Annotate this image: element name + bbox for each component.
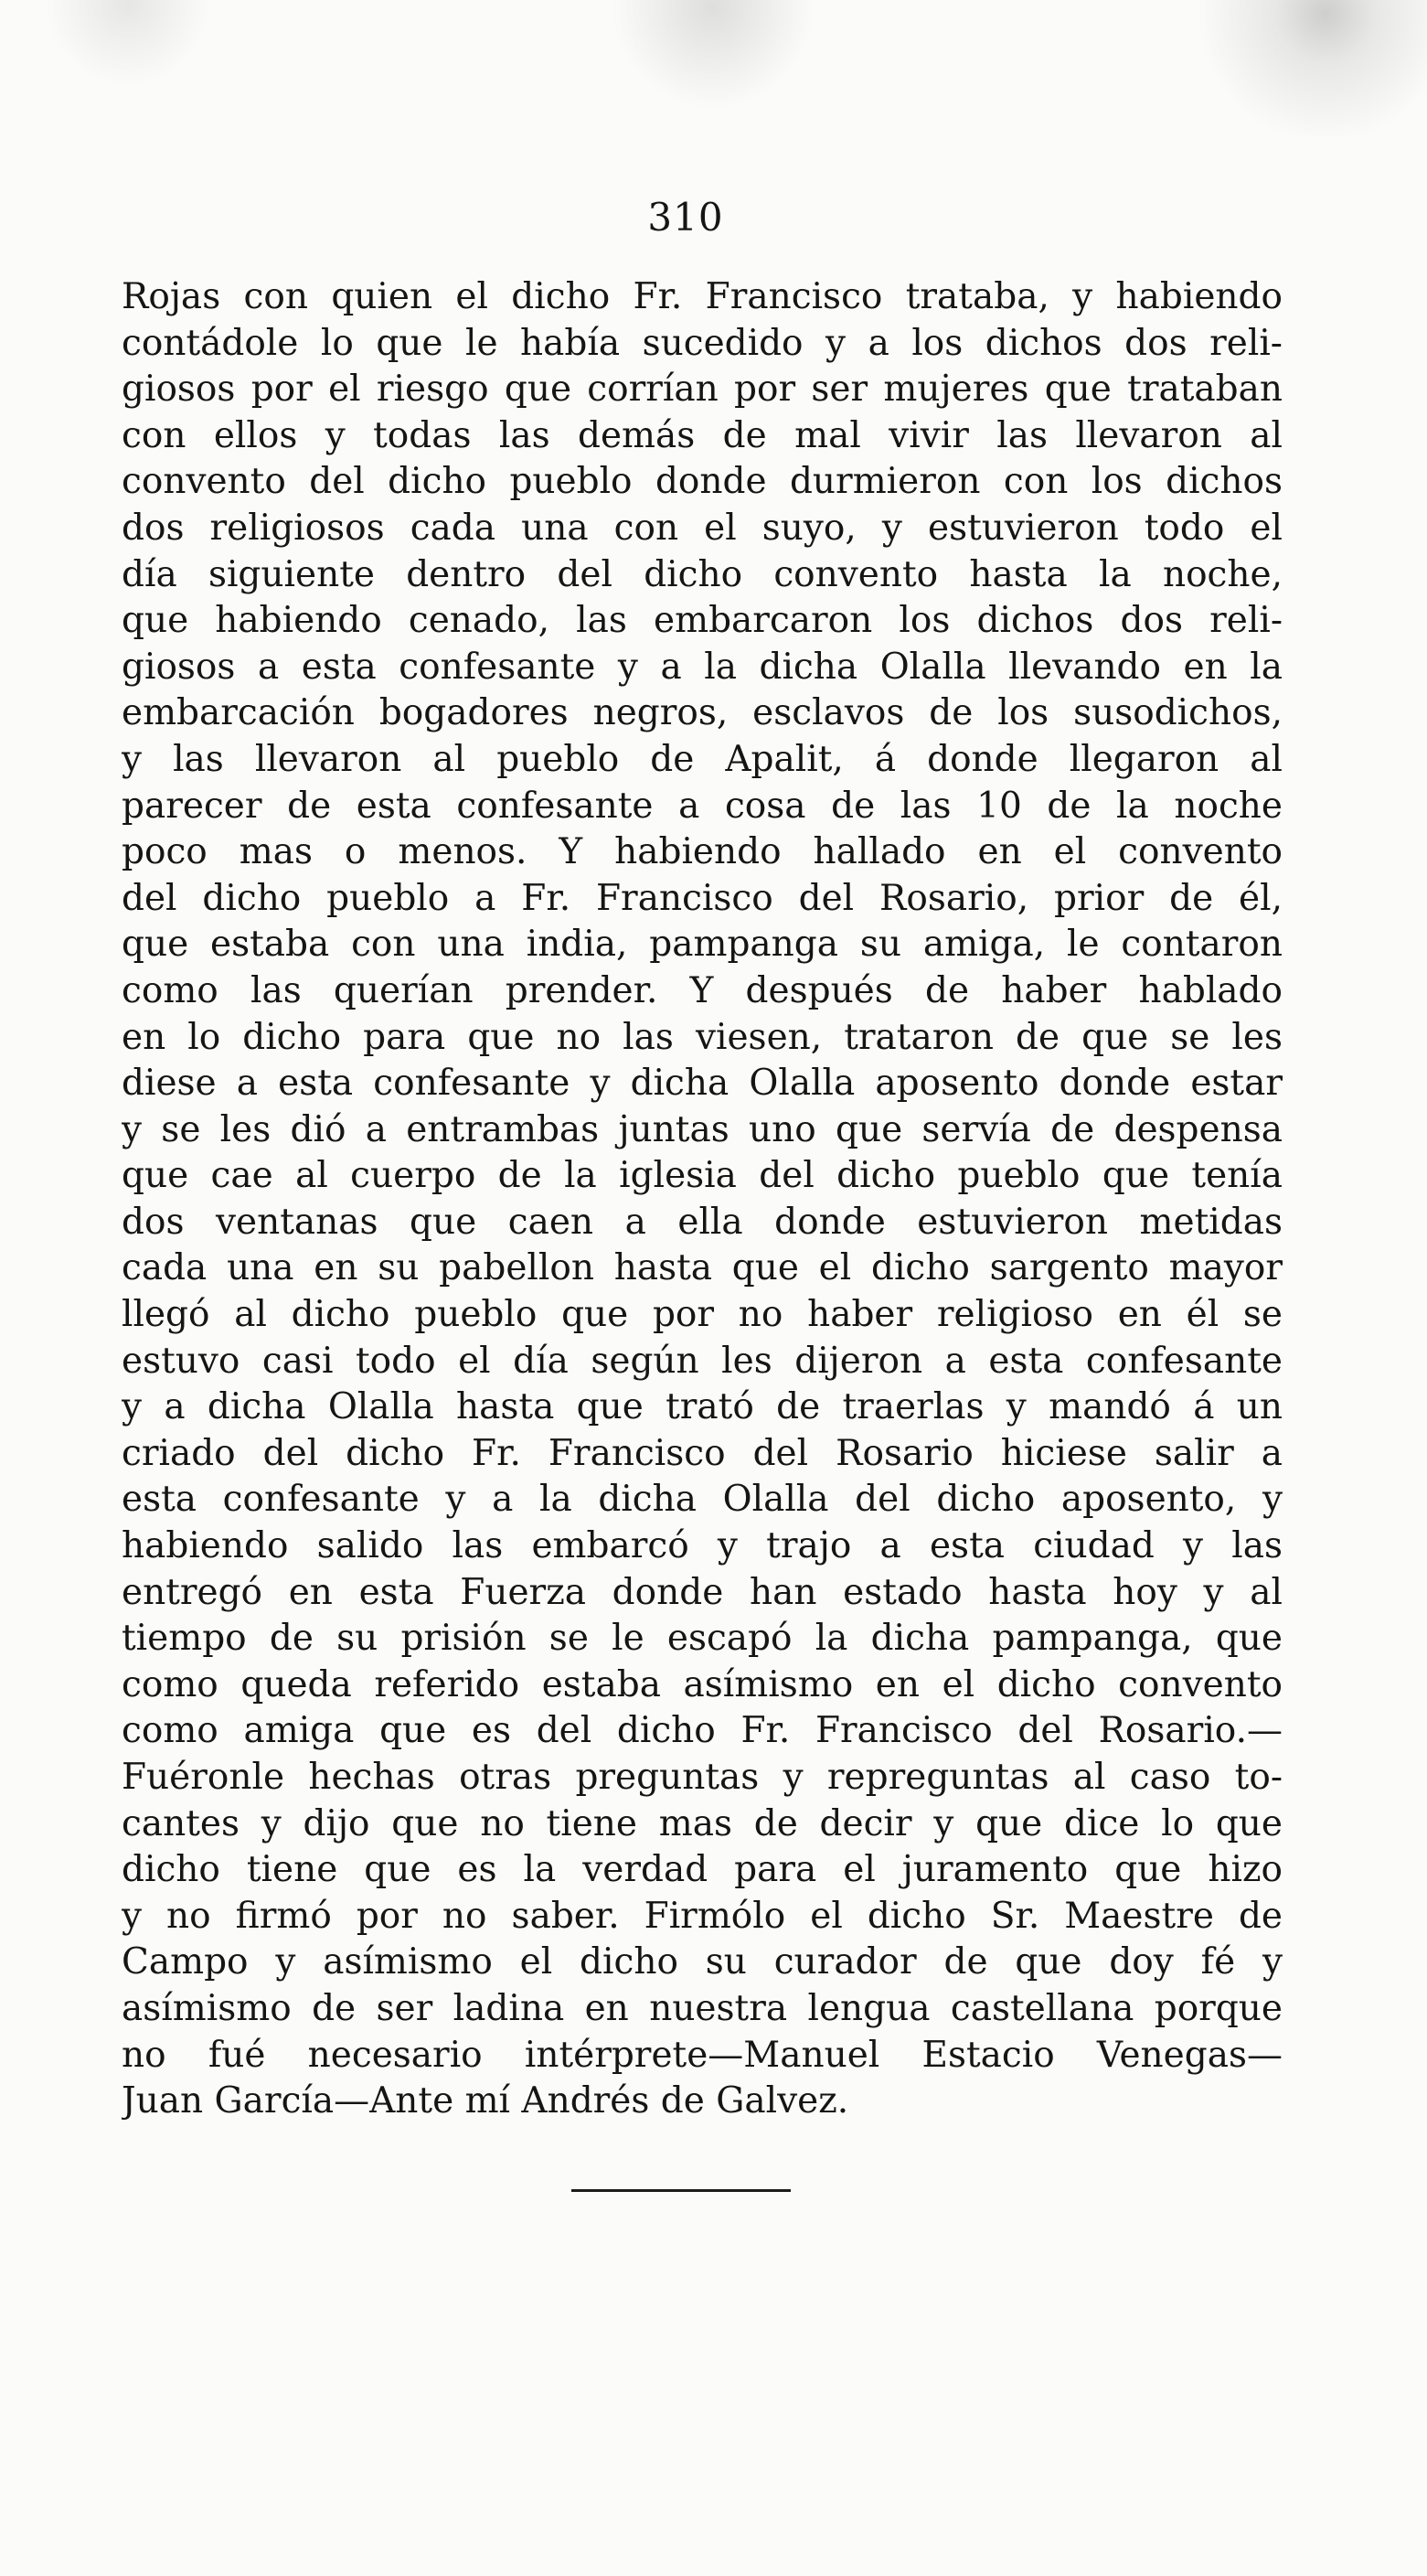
text-line: embarcación bogadores negros, esclavos de los susodichos,	[122, 692, 1283, 734]
text-line: entregó en esta Fuerza donde han estado hasta hoy y al	[122, 1571, 1283, 1613]
text-line: convento del dicho pueblo donde durmieron con los dichos	[122, 461, 1283, 503]
text-line: esta confesante y a la dicha Olalla del dicho aposento, y	[122, 1479, 1283, 1521]
text-line: como queda referido estaba asímismo en el dicho convento	[122, 1663, 1283, 1705]
text-line: y se les dió a entrambas juntas uno que servía de despensa	[122, 1108, 1283, 1150]
text-line: Rojas con quien el dicho Fr. Francisco trataba, y habiendo	[122, 276, 1283, 317]
text-line: con ellos y todas las demás de mal vivir las llevaron al	[122, 414, 1283, 456]
text-line: cada una en su pabellon hasta que el dicho sargento mayor	[122, 1247, 1283, 1289]
text-line: dos religiosos cada una con el suyo, y estuvieron todo el	[122, 507, 1283, 549]
text-line: del dicho pueblo a Fr. Francisco del Rosario, prior de él,	[122, 877, 1283, 919]
text-line: estuvo casi todo el día según les dijeron a esta confesante	[122, 1340, 1283, 1382]
page-number: 310	[647, 195, 724, 240]
text-line: poco mas o menos. Y habiendo hallado en el convento	[122, 831, 1283, 873]
text-line: como amiga que es del dicho Fr. Francisco del Rosario.—	[122, 1710, 1283, 1752]
body-text	[122, 274, 1283, 2125]
text-line: que cae al cuerpo de la iglesia del dicho pueblo que tenía	[122, 1155, 1283, 1197]
text-line: dos ventanas que caen a ella donde estuvieron metidas	[122, 1201, 1283, 1243]
text-line: y las llevaron al pueblo de Apalit, á donde llegaron al	[122, 738, 1283, 780]
text-line: tiempo de su prisión se le escapó la dicha pampanga, que	[122, 1618, 1283, 1660]
text-line: en lo dicho para que no las viesen, trataron de que se les	[122, 1016, 1283, 1058]
text-line: como las querían prender. Y después de haber hablado	[122, 969, 1283, 1011]
text-line: y a dicha Olalla hasta que trató de traerlas y mandó á un	[122, 1386, 1283, 1428]
text-line: Juan García—Ante mí Andrés de Galvez.	[122, 2080, 849, 2122]
text-line: contádole lo que le había sucedido y a los dichos dos reli-	[122, 322, 1283, 364]
text-line: no fué necesario intérprete—Manuel Estacio Venegas—	[122, 2034, 1283, 2076]
text-line: asímismo de ser ladina en nuestra lengua castellana porque	[122, 1987, 1283, 2029]
text-line: y no firmó por no saber. Firmólo el dicho Sr. Maestre de	[122, 1895, 1283, 1937]
section-divider	[571, 2189, 791, 2192]
text-line: giosos a esta confesante y a la dicha Olalla llevando en la	[122, 646, 1283, 688]
text-line: que estaba con una india, pampanga su amiga, le contaron	[122, 924, 1283, 966]
text-line: habiendo salido las embarcó y trajo a esta ciudad y las	[122, 1525, 1283, 1567]
text-line: cantes y dijo que no tiene mas de decir y que dice lo que	[122, 1802, 1283, 1844]
text-line: que habiendo cenado, las embarcaron los dichos dos reli-	[122, 600, 1283, 642]
text-line: Fuéronle hechas otras preguntas y repreguntas al caso to-	[122, 1757, 1283, 1798]
scan-noise	[0, 0, 1427, 137]
text-line: día siguiente dentro del dicho convento hasta la noche,	[122, 553, 1283, 595]
text-line: Campo y asímismo el dicho su curador de que doy fé y	[122, 1941, 1283, 1983]
text-line: criado del dicho Fr. Francisco del Rosario hiciese salir a	[122, 1432, 1283, 1474]
text-line: diese a esta confesante y dicha Olalla aposento donde estar	[122, 1063, 1283, 1105]
text-line: giosos por el riesgo que corrían por ser mujeres que trataban	[122, 369, 1283, 411]
text-line: parecer de esta confesante a cosa de las 10 de la noche	[122, 785, 1283, 827]
text-line: dicho tiene que es la verdad para el juramento que hizo	[122, 1849, 1283, 1891]
text-line: llegó al dicho pueblo que por no haber religioso en él se	[122, 1294, 1283, 1336]
